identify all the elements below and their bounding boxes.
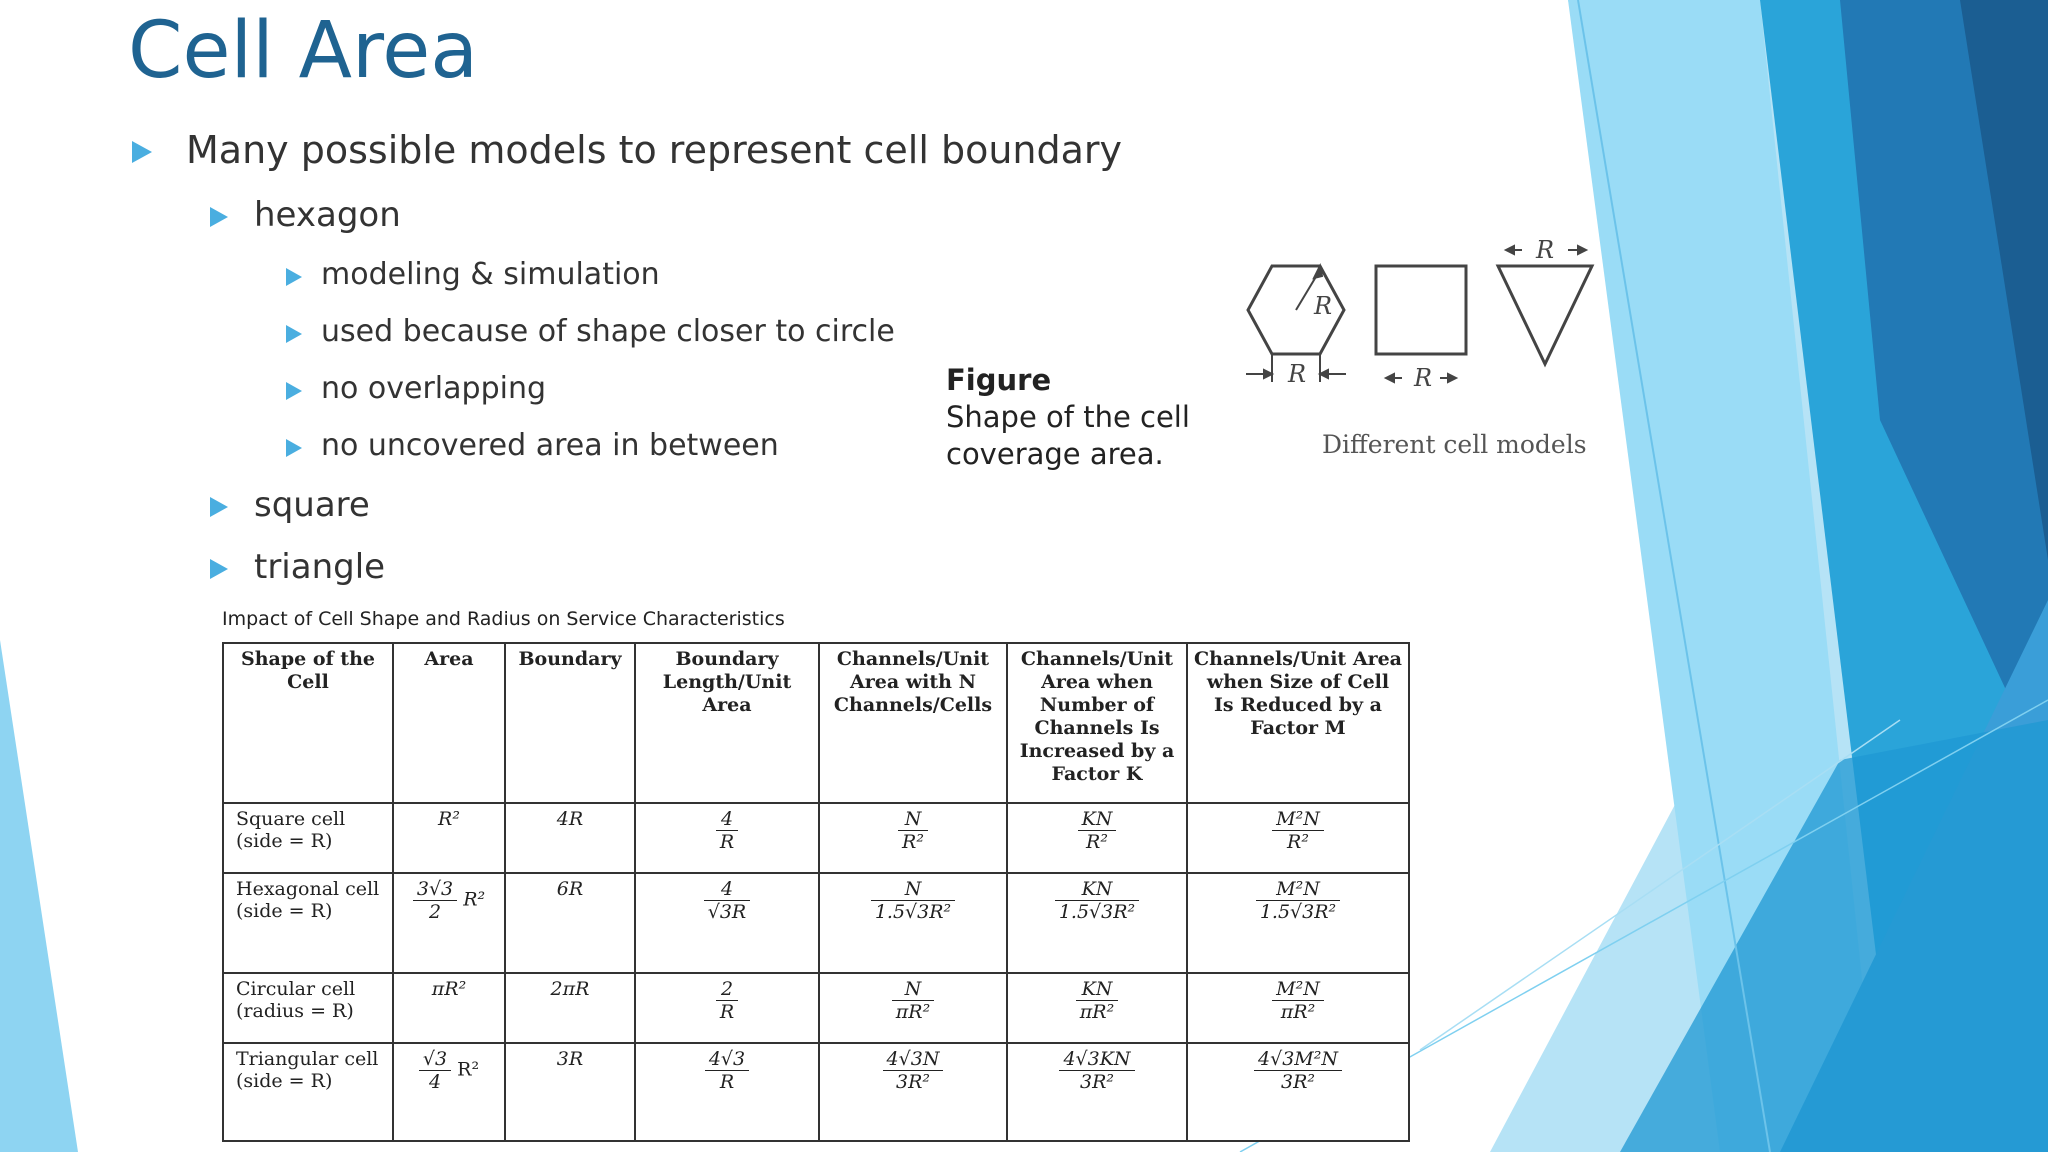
column-header: Channels/Unit Area when Size of Cell Is Reduced by a Factor M (1187, 643, 1409, 803)
channels-n-cell: $\frac{N}{\text{R²}}$ (819, 803, 1007, 873)
bullet-arrow-icon (286, 382, 302, 400)
shape-cell: Circular cell (radius = R) (223, 973, 393, 1043)
bullet-arrow-icon (210, 559, 228, 579)
triangle-side-label: R (1536, 236, 1555, 264)
boundary-length-cell: $\frac{2}{R}$ (635, 973, 819, 1043)
area-cell: πR² (393, 973, 505, 1043)
bullet-arrow-icon (286, 439, 302, 457)
channels-k-cell: $\frac{KN}{\text{1.5√3R²}}$ (1007, 873, 1187, 973)
bullet-hex-sub-1: modeling & simulation (321, 257, 660, 292)
bullet-arrow-icon (132, 141, 152, 163)
bullet-hex-sub-3: no overlapping (321, 371, 546, 406)
bullet-hexagon: hexagon (254, 195, 401, 235)
column-header: Boundary (505, 643, 635, 803)
bullet-hex-sub-2: used because of shape closer to circle (321, 314, 895, 349)
bullet-arrow-icon (286, 268, 302, 286)
bullet-square: square (254, 485, 370, 525)
triangle-cell-shape (1498, 266, 1592, 364)
shape-cell: Triangular cell (side = R) (223, 1043, 393, 1141)
channels-m-cell: $\frac{\text{M²N}}{\text{R²}}$ (1187, 803, 1409, 873)
figure-label (946, 362, 1190, 473)
area-cell: R² (393, 803, 505, 873)
cell-models-diagram (1236, 230, 1606, 390)
area-cell: $\frac{3√3}{2}$ R² (393, 873, 505, 973)
table-row (223, 873, 1409, 973)
column-header: Boundary Length/Unit Area (635, 643, 819, 803)
table-row (223, 973, 1409, 1043)
column-header: Channels/Unit Area with N Channels/Cells (819, 643, 1007, 803)
hex-side-label: R (1288, 360, 1307, 388)
boundary-length-cell: $\frac{4}{√3R}$ (635, 873, 819, 973)
shape-cell: Square cell (side = R) (223, 803, 393, 873)
column-header: Area (393, 643, 505, 803)
bullet-arrow-icon (210, 207, 228, 227)
hex-radius-label: R (1314, 292, 1333, 320)
bullet-arrow-icon (210, 497, 228, 517)
channels-m-cell: $\frac{\text{M²N}}{\text{1.5√3R²}}$ (1187, 873, 1409, 973)
table-header-row (223, 643, 1409, 803)
area-cell: $\frac{√3}{4}$ R² (393, 1043, 505, 1141)
channels-m-cell: $\frac{\text{4√3M²N}}{\text{3R²}}$ (1187, 1043, 1409, 1141)
boundary-cell: 4R (505, 803, 635, 873)
boundary-length-cell: $\frac{4}{R}$ (635, 803, 819, 873)
slide-title: Cell Area (128, 6, 479, 96)
square-side-label: R (1414, 364, 1433, 390)
table-row (223, 803, 1409, 873)
figure-caption-line2: coverage area. (946, 437, 1164, 471)
impact-table (222, 642, 1410, 1142)
boundary-cell: 3R (505, 1043, 635, 1141)
bullet-arrow-icon (286, 325, 302, 343)
channels-n-cell: $\frac{4√3N}{\text{3R²}}$ (819, 1043, 1007, 1141)
bullet-triangle: triangle (254, 547, 386, 587)
channels-n-cell: $\frac{N}{\text{πR²}}$ (819, 973, 1007, 1043)
diagram-caption: Different cell models (1322, 430, 1587, 459)
boundary-cell: 2πR (505, 973, 635, 1043)
column-header: Channels/Unit Area when Number of Channels Is Increased by a Factor K (1007, 643, 1187, 803)
bullet-hex-sub-4: no uncovered area in between (321, 428, 779, 463)
boundary-length-cell: $\frac{4√3}{R}$ (635, 1043, 819, 1141)
channels-k-cell: $\frac{4√3KN}{\text{3R²}}$ (1007, 1043, 1187, 1141)
column-header: Shape of the Cell (223, 643, 393, 803)
figure-caption-line1: Shape of the cell (946, 400, 1190, 434)
boundary-cell: 6R (505, 873, 635, 973)
bullet-main: Many possible models to represent cell boundary (186, 128, 1123, 172)
figure-title: Figure (946, 363, 1052, 397)
channels-m-cell: $\frac{\text{M²N}}{\text{πR²}}$ (1187, 973, 1409, 1043)
channels-k-cell: $\frac{KN}{\text{R²}}$ (1007, 803, 1187, 873)
channels-k-cell: $\frac{KN}{\text{πR²}}$ (1007, 973, 1187, 1043)
shape-cell: Hexagonal cell (side = R) (223, 873, 393, 973)
table-row (223, 1043, 1409, 1141)
channels-n-cell: $\frac{N}{\text{1.5√3R²}}$ (819, 873, 1007, 973)
square-cell-shape (1376, 266, 1466, 354)
table-caption: Impact of Cell Shape and Radius on Service Characteristics (222, 608, 785, 630)
